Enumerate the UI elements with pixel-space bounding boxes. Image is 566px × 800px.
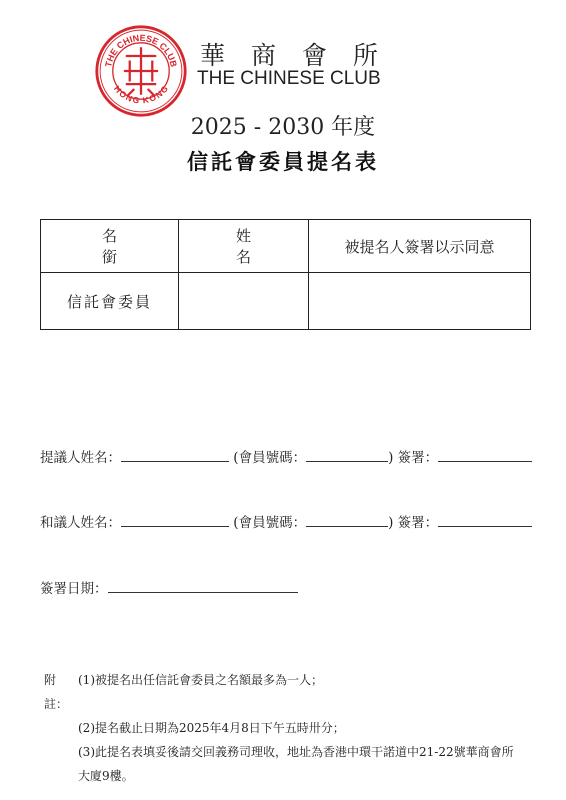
nominee-signature-cell[interactable] bbox=[309, 273, 531, 330]
notes-section bbox=[44, 668, 520, 788]
notes-label: 附註： bbox=[44, 673, 69, 711]
date-label: 簽署日期： bbox=[40, 581, 108, 597]
seconder-line bbox=[40, 511, 532, 531]
header-signature: 被提名人簽署以示同意 bbox=[309, 220, 531, 273]
nominee-name-cell[interactable] bbox=[179, 273, 309, 330]
proposer-signature-field[interactable] bbox=[438, 449, 532, 462]
seconder-label: 和議人姓名： bbox=[40, 515, 121, 531]
year-range: 2025 - 2030 年度 bbox=[190, 115, 376, 140]
note-item bbox=[44, 740, 520, 788]
sign-label: ) 簽署： bbox=[388, 515, 439, 531]
proposer-member-no-field[interactable] bbox=[306, 449, 388, 462]
seconder-member-no-field[interactable] bbox=[306, 514, 388, 527]
header-name: 姓名 bbox=[179, 220, 309, 273]
date-field[interactable] bbox=[108, 580, 298, 593]
note-text: (3)此提名表填妥後請交回義務司理收，地址為香港中環干諾道中21-22號華商會所大廈9樓。 bbox=[78, 745, 514, 783]
note-text: (1)被提名出任信託會委員之名額最多為一人； bbox=[78, 673, 323, 687]
logo-text-bottom: HONG KONG bbox=[111, 83, 171, 106]
club-name-cn: 華 商 會 所 bbox=[200, 41, 387, 70]
proposer-label: 提議人姓名： bbox=[40, 450, 121, 466]
proposer-line bbox=[40, 446, 532, 466]
seconder-signature-field[interactable] bbox=[438, 514, 532, 527]
note-item bbox=[44, 668, 520, 716]
logo-text-top: THE CHINESE CLUB bbox=[103, 32, 179, 68]
club-logo-icon bbox=[94, 24, 188, 118]
header-position: 名銜 bbox=[41, 220, 179, 273]
member-no-label: (會員號碼： bbox=[233, 515, 307, 531]
member-no-label: (會員號碼： bbox=[233, 450, 307, 466]
row-position: 信託會委員 bbox=[41, 273, 179, 330]
table-header-row bbox=[41, 220, 531, 273]
seconder-name-field[interactable] bbox=[121, 514, 229, 527]
note-text: (2)提名截止日期為2025年4月8日下午五時卅分； bbox=[78, 721, 345, 735]
form-title: 信託會委員提名表 bbox=[187, 149, 379, 174]
sign-label: ) 簽署： bbox=[388, 450, 439, 466]
nomination-table bbox=[40, 219, 531, 330]
table-row bbox=[41, 273, 531, 330]
club-name-en: THE CHINESE CLUB bbox=[197, 68, 381, 89]
note-item bbox=[44, 716, 520, 740]
proposer-name-field[interactable] bbox=[121, 449, 229, 462]
date-line bbox=[40, 577, 298, 597]
